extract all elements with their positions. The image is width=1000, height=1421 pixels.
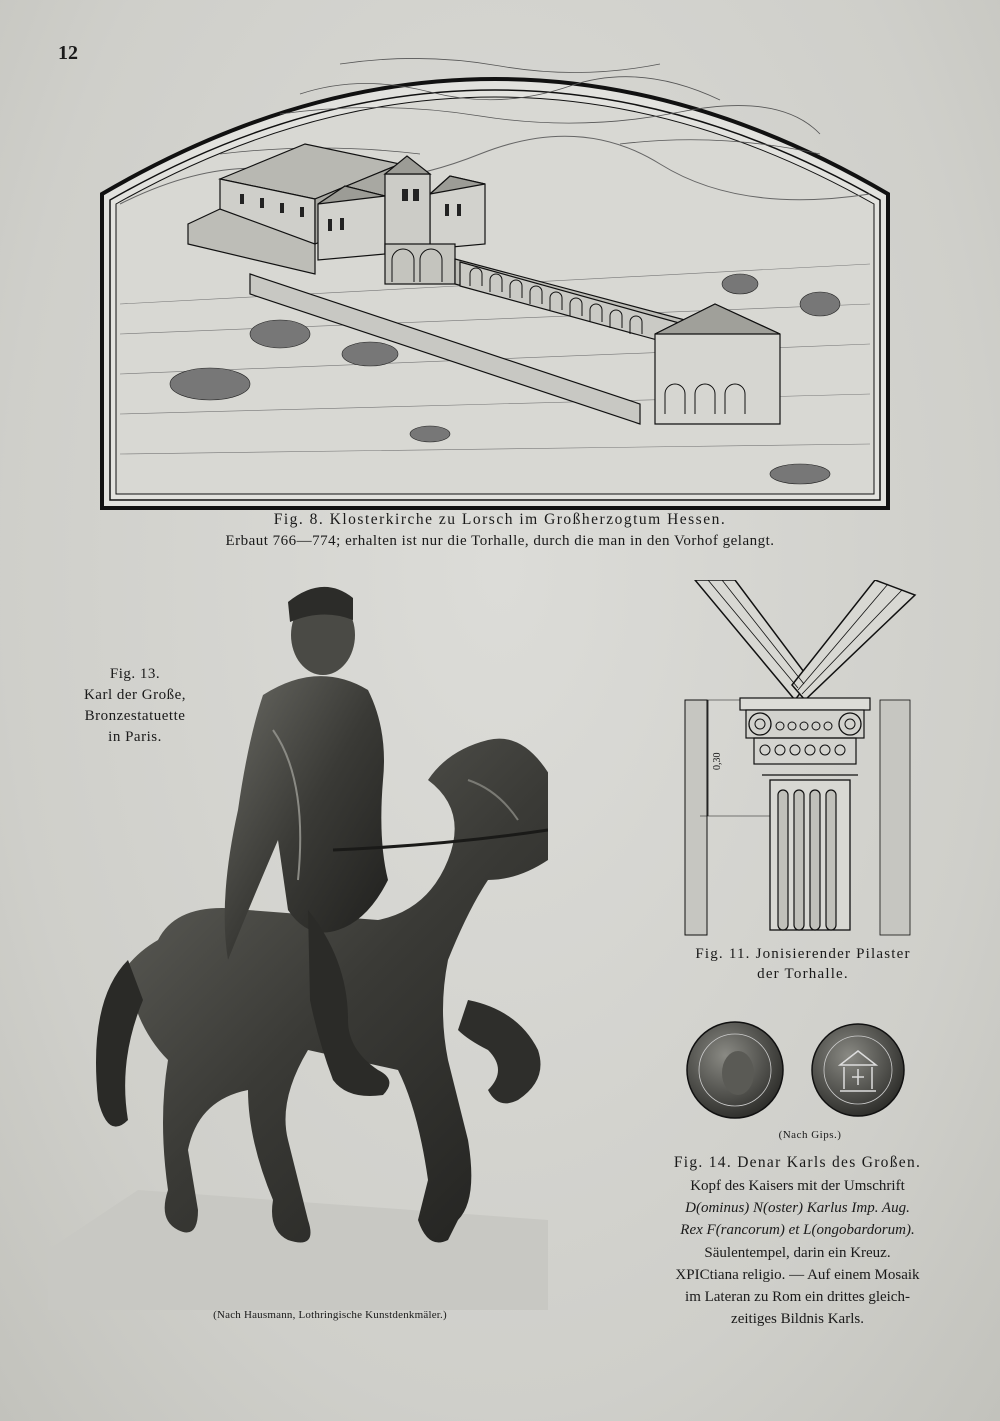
- fig13-caption-line: in Paris.: [108, 729, 162, 745]
- fig11-pilaster-drawing: [680, 580, 920, 940]
- fig11-dimension-label: 0,30: [712, 752, 723, 770]
- fig14-caption-line: D(ominus) N(oster) Karlus Imp. Aug.: [685, 1200, 910, 1217]
- fig13-caption-line: Bronzestatuette: [84, 708, 186, 724]
- fig14-coins-photo: [680, 1015, 920, 1125]
- fig8-illustration: [100, 4, 890, 510]
- fig13-caption-line: Fig. 13.: [109, 666, 161, 682]
- fig14-credit: (Nach Gips.): [778, 1129, 842, 1141]
- fig14-caption-line: zeitiges Bildnis Karls.: [731, 1311, 864, 1328]
- page-number: 12: [58, 42, 78, 64]
- fig8-caption-title: Fig. 8. Klosterkirche zu Lorsch im Großherzogtum Hessen.: [273, 511, 727, 528]
- fig14-caption: [660, 1152, 935, 1330]
- fig11-caption-text: der Torhalle.: [757, 966, 849, 983]
- fig11-caption-title: Fig. 11. Jonisierender Pilaster: [695, 946, 911, 962]
- fig14-caption-line: XPICtiana religio. — Auf einem Mosaik: [675, 1266, 920, 1283]
- fig14-caption-line: Rex F(rancorum) et L(ongobardorum).: [680, 1222, 915, 1239]
- fig8-caption-text: Erbaut 766—774; erhalten ist nur die Torhalle, durch die man in den Vorhof gelangt.: [225, 532, 775, 549]
- fig11-caption: [668, 944, 938, 985]
- fig14-caption-line: Kopf des Kaisers mit der Umschrift: [690, 1177, 905, 1194]
- fig8-caption: [150, 510, 850, 551]
- fig13-credit: (Nach Hausmann, Lothringische Kunstdenkmäler.): [213, 1309, 447, 1321]
- fig14-caption-title: Fig. 14. Denar Karls des Großen.: [673, 1154, 922, 1171]
- fig13-statue-photo: [48, 580, 548, 1310]
- fig14-caption-line: Säulentempel, darin ein Kreuz.: [704, 1244, 891, 1261]
- fig14-caption-line: im Lateran zu Rom ein drittes gleich-: [685, 1288, 910, 1305]
- fig13-caption-line: Karl der Große,: [83, 687, 187, 703]
